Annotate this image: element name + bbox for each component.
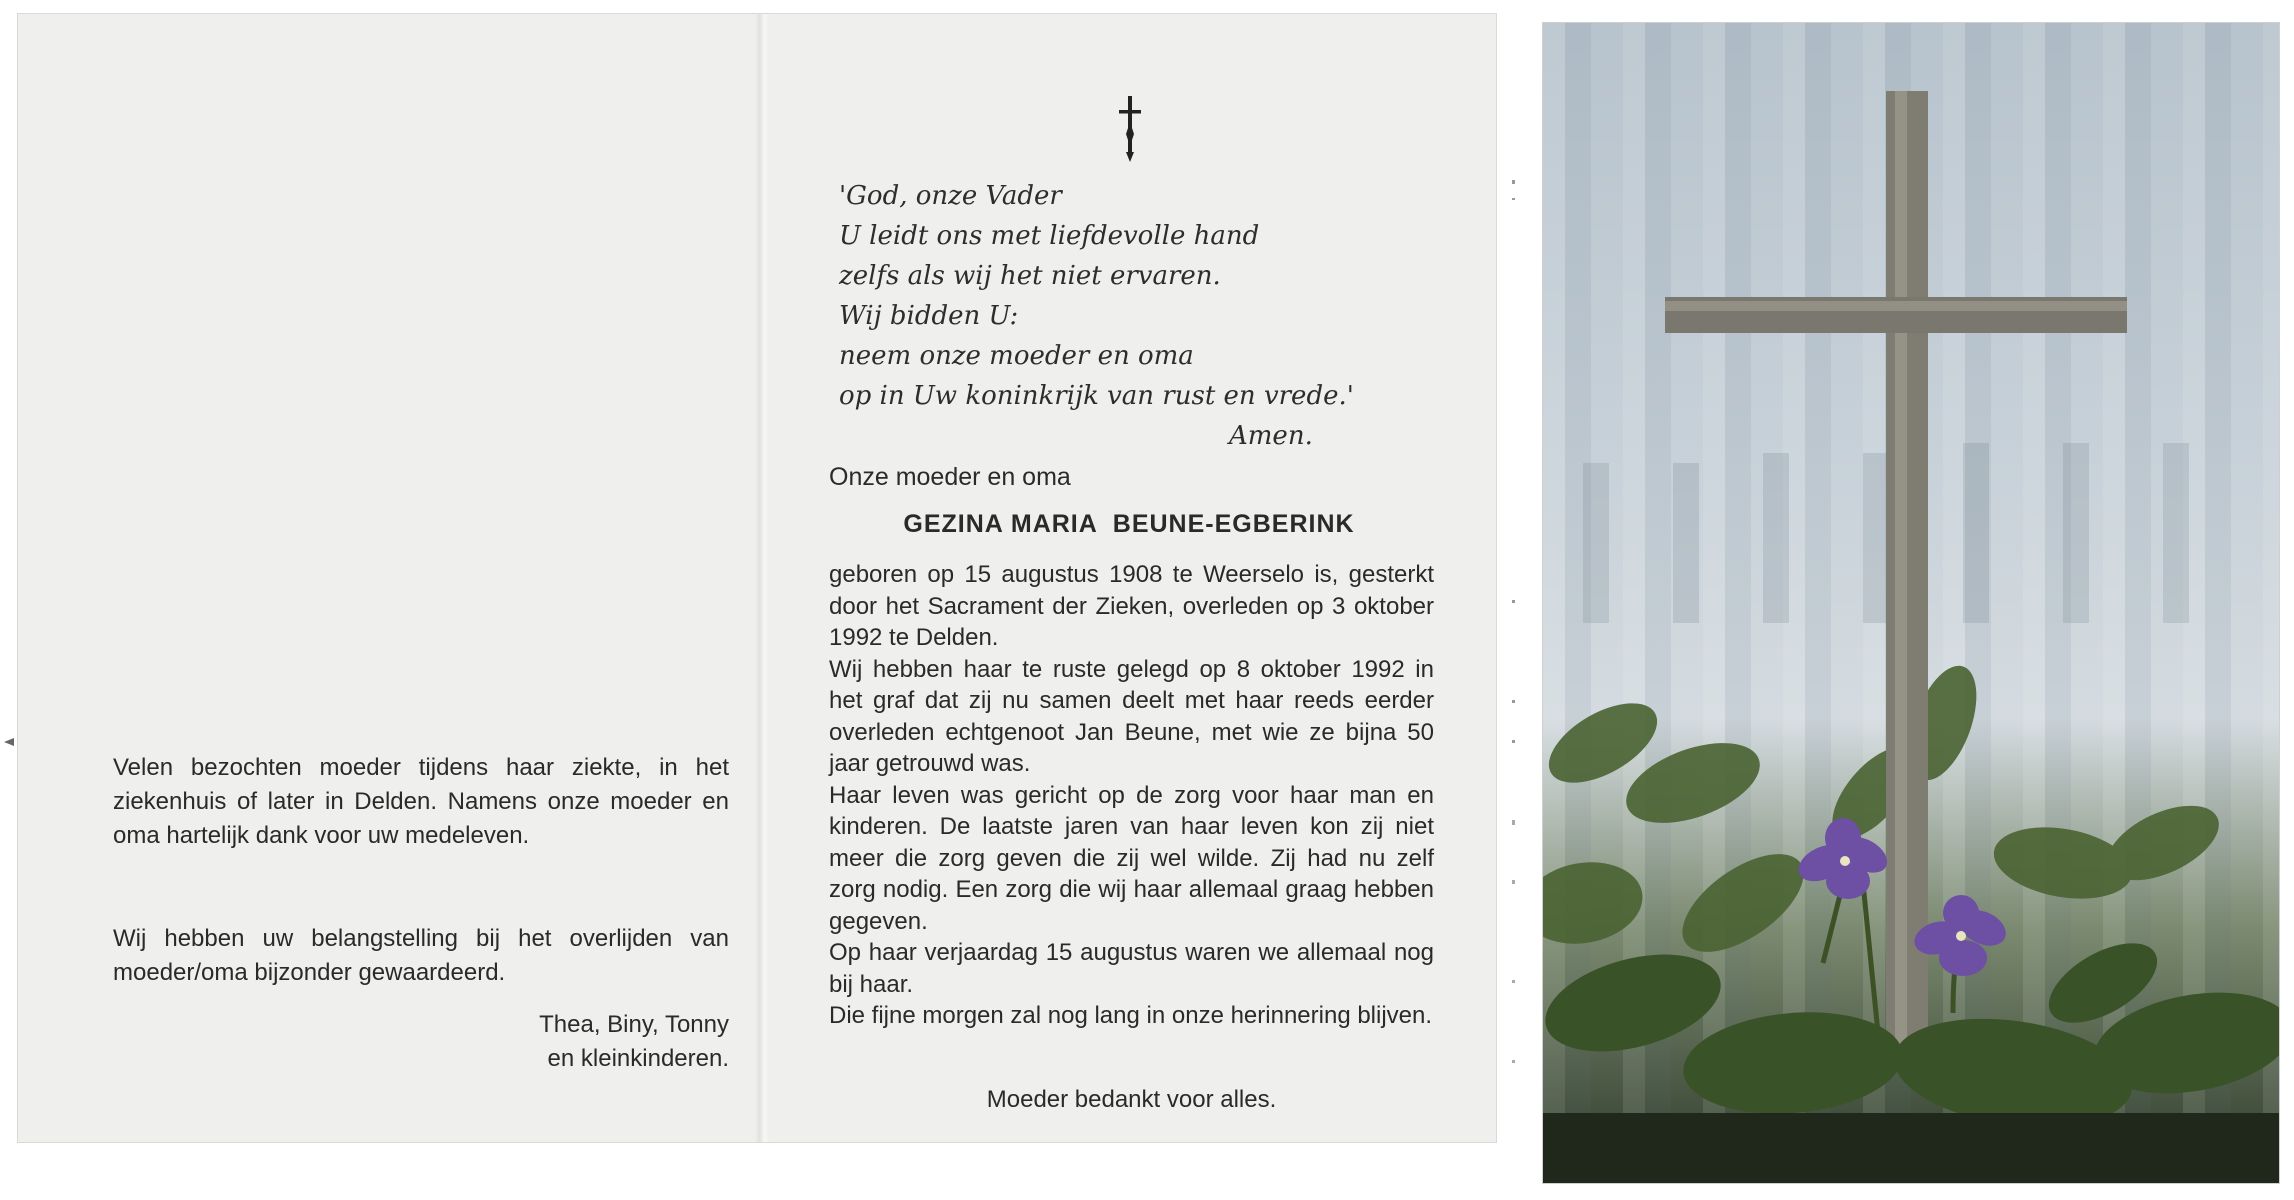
poem-line: neem onze moeder en oma — [839, 341, 1194, 371]
bio-paragraph: geboren op 15 augustus 1908 te Weerselo is, gesterkt door het Sacrament der Zieken, overleden op 3 oktober 1992 te Delden. — [829, 561, 1434, 651]
scan-marks — [1510, 180, 1518, 1080]
bio-paragraph: Die fijne morgen zal nog lang in onze herinnering blijven. — [829, 1002, 1433, 1029]
edge-nick — [4, 738, 14, 746]
bio-paragraph: Op haar verjaardag 15 augustus waren we allemaal nog bij haar. — [829, 939, 1434, 998]
thanks-paragraph-2: Wij hebben uw belangstelling bij het overlijden van moeder/oma bijzonder gewaardeerd. — [113, 925, 729, 986]
bio-paragraph: Haar leven was gericht op de zorg voor haar man en kinderen. De laatste jaren van haar leven kon zij niet meer die zorg geven die zij wel wilde. Zij had nu zelf zorg nodig. Een zorg die wij haar allemaal graag hebben gegeven. — [829, 781, 1434, 935]
poem-line: U leidt ons met liefdevolle hand — [839, 221, 1260, 251]
card-fold — [755, 14, 769, 1142]
closing-line: Moeder bedankt voor alles. — [986, 1086, 1277, 1113]
cross-and-violets-illustration — [1543, 23, 2279, 1183]
biography — [829, 559, 1434, 1032]
prayer-poem — [839, 176, 1399, 416]
memorial-card — [18, 14, 1496, 1142]
right-panel — [769, 14, 1496, 1142]
intro-text: Onze moeder en oma — [829, 463, 1071, 491]
thanks-paragraph-1: Velen bezochten moeder tijdens haar ziekte, in het ziekenhuis of later in Delden. Namens onze moeder en oma hartelijk dank voor uw medeleven. — [113, 754, 729, 849]
cross-icon — [1115, 94, 1145, 164]
poem-amen: Amen. — [1229, 421, 1313, 451]
bio-paragraph: Wij hebben haar te ruste gelegd op 8 oktober 1992 in het graf dat zij nu samen deelt met haar reeds eerder overleden echtgenoot Jan Beune, met wie ze bijna 50 jaar getrouwd was. — [829, 655, 1434, 777]
poem-line: Wij bidden U: — [839, 301, 1019, 331]
deceased-name: GEZINA MARIA BEUNE-EGBERINK — [903, 510, 1355, 538]
poem-line: 'God, onze Vader — [839, 181, 1062, 211]
left-panel — [18, 14, 755, 1142]
poem-line: zelfs als wij het niet ervaren. — [839, 261, 1221, 291]
signature-line-2: en kleinkinderen. — [547, 1045, 729, 1072]
cross-photo — [1542, 22, 2280, 1184]
signature-line-1: Thea, Biny, Tonny — [539, 1011, 729, 1038]
poem-line: op in Uw koninkrijk van rust en vrede.' — [839, 381, 1354, 411]
